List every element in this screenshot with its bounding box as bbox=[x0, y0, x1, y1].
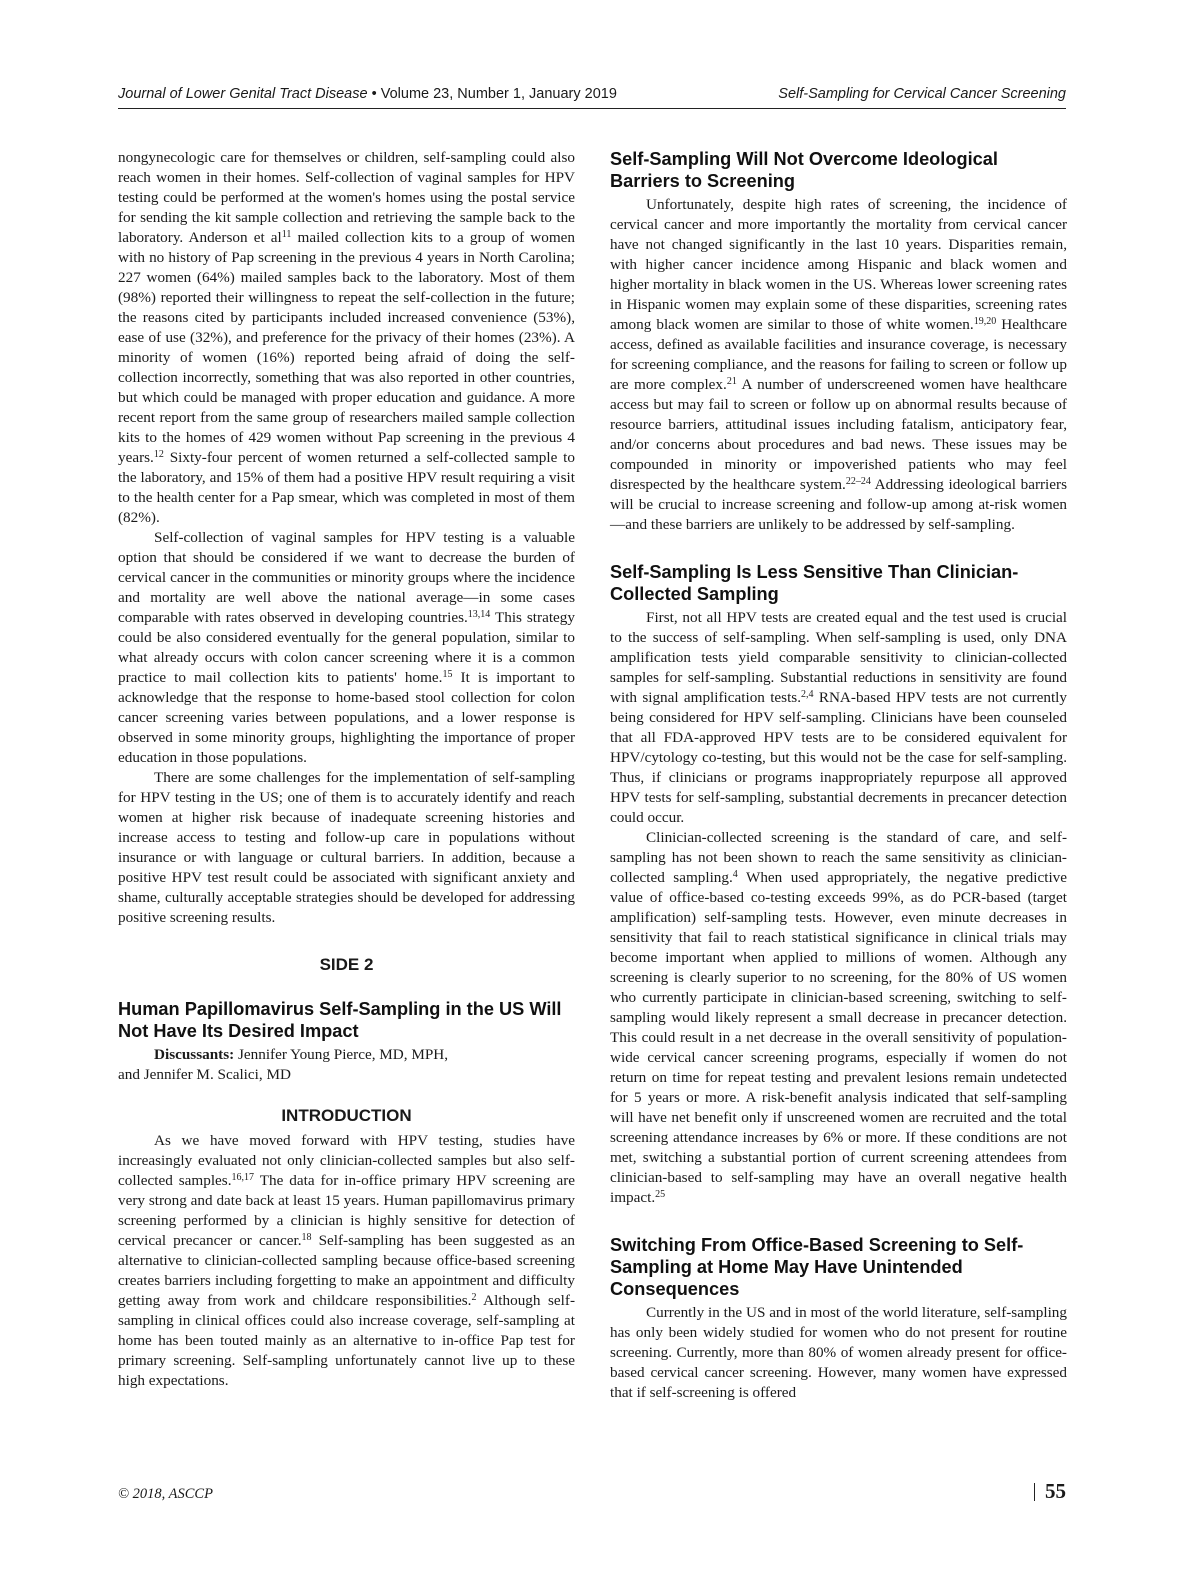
paragraph: First, not all HPV tests are created equal and the test used is crucial to the success of self-sampling. When self-sampling is used, only DNA amplification tests yield comparable sensitivity to clinician-collected samples for self-sampling. Substantial reductions in sensitivity are found with signal amplification tests.$^{2,4}$ RNA-based HPV tests are not currently being considered for HPV self-sampling. Clinicians have been counseled that all FDA-approved HPV tests are to be considered equivalent for HPV/cytology co-testing, but this would not be the case for self-sampling. Thus, if clinicians or programs inappropriately repurpose all approved HPV tests for self-sampling, substantial decrements in precancer detection could occur. bbox=[610, 609, 1067, 826]
discussants-label: Discussants: bbox=[154, 1046, 235, 1063]
volume-info: Volume 23, Number 1, January 2019 bbox=[380, 86, 617, 102]
running-title: Self-Sampling for Cervical Cancer Screening bbox=[778, 86, 1066, 102]
paragraph: Unfortunately, despite high rates of screening, the incidence of cervical cancer and more importantly the mortality from cervical cancer have not changed significantly in the last 10 years. Disparities remain, with higher cancer incidence among Hispanic and black women and higher mortality in black women in the US. Whereas lower screening rates in Hispanic women may explain some of these disparities, screening rates among black women are similar to those of white women.$^{19,20}$ Healthcare access, defined as available facilities and insurance coverage, is necessary for screening compliance, and the reasons for failing to screen or follow up are more complex.$^{21}$ A number of underscreened women have healthcare access but may fail to screen or follow up on abnormal results because of resource barriers, attitudinal issues including fatalism, anticipatory fear, and/or concerns about procedures and bad news. These issues may be compounded in minority or impoverished patients who may feel disrespected by the healthcare system.$^{22-24}$ Addressing ideological barriers will be crucial to increase screening and follow-up among at-risk women—and these barriers are unlikely to be addressed by self-sampling. bbox=[610, 196, 1067, 533]
citation[interactable]: 25 bbox=[655, 1189, 666, 1200]
copyright: © 2018, ASCCP bbox=[118, 1486, 213, 1502]
page-divider bbox=[1034, 1483, 1035, 1501]
section-heading: Self-Sampling Is Less Sensitive Than Clinician-Collected Sampling bbox=[610, 562, 1019, 604]
citation[interactable]: 12 bbox=[153, 449, 164, 460]
header-journal-info bbox=[118, 86, 617, 102]
citation[interactable]: 16,17 bbox=[231, 1172, 255, 1183]
right-column bbox=[610, 146, 1067, 1403]
running-header bbox=[118, 84, 1066, 109]
citation[interactable]: 2,4 bbox=[801, 689, 814, 700]
discussants-line-2: and Jennifer M. Scalici, MD bbox=[118, 1066, 291, 1083]
left-column bbox=[118, 146, 575, 1391]
section-heading: Switching From Office-Based Screening to Self-Sampling at Home May Have Unintended Consequences bbox=[610, 1235, 1024, 1299]
paragraph: There are some challenges for the implementation of self-sampling for HPV testing in the US; one of them is to accurately identify and reach women at higher risk because of inadequate screening histories and increase access to testing and follow-up care in populations without insurance or with language or cultural barriers. In addition, because a positive HPV test result could be associated with significant anxiety and shame, culturally acceptable strategies should be developed for addressing positive screening results. bbox=[118, 769, 575, 926]
paragraph: Self-collection of vaginal samples for HPV testing is a valuable option that should be considered if we want to decrease the burden of cervical cancer in the communities or minority groups where the incidence and mortality are well above the national average—in some cases comparable with rates observed in developing countries.$^{13,14}$ This strategy could be also considered eventually for the general population, similar to what already occurs with colon cancer screening where it is a common practice to mail collection kits to patients' home.$^{15}$ It is important to acknowledge that the response to home-based stool collection for colon cancer screening varies between populations, and a lower response is observed in some minority groups, highlighting the importance of proper education in those populations. bbox=[118, 529, 575, 766]
article-section-title: Human Papillomavirus Self-Sampling in the US Will Not Have Its Desired Impact bbox=[118, 999, 562, 1041]
citation[interactable]: 15 bbox=[442, 669, 453, 680]
introduction-heading: INTRODUCTION bbox=[281, 1106, 412, 1125]
citation[interactable]: 4 bbox=[732, 869, 738, 880]
side-heading: SIDE 2 bbox=[319, 955, 374, 974]
journal-name: Journal of Lower Genital Tract Disease bbox=[118, 86, 368, 102]
citation[interactable]: 21 bbox=[726, 376, 737, 387]
paragraph: As we have moved forward with HPV testing, studies have increasingly evaluated not only clinician-collected samples but also self-collected samples.$^{16,17}$ The data for in-office primary HPV screening are very strong and date back at least 15 years. Human papillomavirus primary screening performed by a clinician is highly sensitive for detection of cervical precancer or cancer.$^{18}$ Self-sampling has been suggested as an alternative to clinician-collected sampling because office-based screening creates barriers including forgetting to make an appointment and difficulty getting away from work and childcare responsibilities.$^2$ Although self-sampling in clinical offices could also increase coverage, self-sampling at home has been touted mainly as an alternative to in-office Pap test for primary screening. Self-sampling unfortunately cannot live up to these high expectations. bbox=[118, 1132, 576, 1389]
header-bullet: • bbox=[371, 86, 377, 102]
citation[interactable]: 2 bbox=[471, 1292, 477, 1303]
citation[interactable]: 18 bbox=[301, 1232, 312, 1243]
citation[interactable]: 22–24 bbox=[845, 476, 871, 487]
citation[interactable]: 19,20 bbox=[973, 316, 997, 327]
citation[interactable]: 11 bbox=[281, 229, 292, 240]
paragraph: Currently in the US and in most of the world literature, self-sampling has only been widely studied for women who do not present for routine screening. Currently, more than 80% of women already present for office-based cervical cancer screening. However, many women have expressed that if self-screening is offered bbox=[610, 1304, 1067, 1401]
section-heading: Self-Sampling Will Not Overcome Ideological Barriers to Screening bbox=[610, 149, 998, 191]
citation[interactable]: 13,14 bbox=[467, 609, 491, 620]
page-number-area bbox=[1034, 1479, 1066, 1504]
paragraph: Clinician-collected screening is the standard of care, and self-sampling has not been shown to reach the same sensitivity as clinician-collected sampling.$^4$ When used appropriately, the negative predictive value of office-based co-testing exceeds 99%, as do PCR-based (target amplification) self-sampling tests. However, even minute decreases in sensitivity that fail to reach statistical significance in clinical trials may become important when applied to millions of women. Although any screening is clearly superior to no screening, for the 80% of US women who currently participate in clinician-based screening, switching to self-sampling would likely represent a small decrease in precancer detection. This could result in a net decrease in the overall sensitivity of population-wide cervical cancer screening programs, especially if women do not return on time for repeat testing and prevalent lesions remain undetected for 5 years or more. A risk-benefit analysis indicated that self-sampling will have net benefit only if unscreened women are recruited and the total screening attendance increases by 6% or more. If these conditions are not met, switching a substantial portion of current screening attendees from clinician-based to self-sampling may have an overall negative health impact.$^{25}$ bbox=[610, 829, 1067, 1206]
page-number: 55 bbox=[1045, 1479, 1066, 1503]
discussants-names: Jennifer Young Pierce, MD, MPH, bbox=[234, 1046, 449, 1063]
discussants bbox=[118, 1045, 575, 1065]
paragraph: nongynecologic care for themselves or children, self-sampling could also reach women in their homes. Self-collection of vaginal samples for HPV testing could be performed at the women's homes using the postal service for sending the kit sample collection and retrieving the sample back to the laboratory. Anderson et $al^{11}$ mailed collection kits to a group of women with no history of Pap screening in the previous 4 years in North Carolina; 227 women (64%) mailed samples back to the laboratory. Most of them (98%) reported their willingness to repeat the self-collection in the future; the reasons cited by participants included increased convenience (53%), ease of use (32%), and preference for the privacy of their homes (23%). A minority of women (16%) reported being afraid of doing the self-collection incorrectly, something that was also reported in other countries, but which could be managed with proper education and guidance. A more recent report from the same group of researchers mailed sample collection kits to the homes of 429 women without Pap screening in the previous 4 years.$^{12}$ Sixty-four percent of women returned a self-collected sample to the laboratory, and 15% of them had a positive HPV result requiring a visit to the health center for a Pap smear, which was completed in most of them (82%). bbox=[118, 149, 575, 526]
